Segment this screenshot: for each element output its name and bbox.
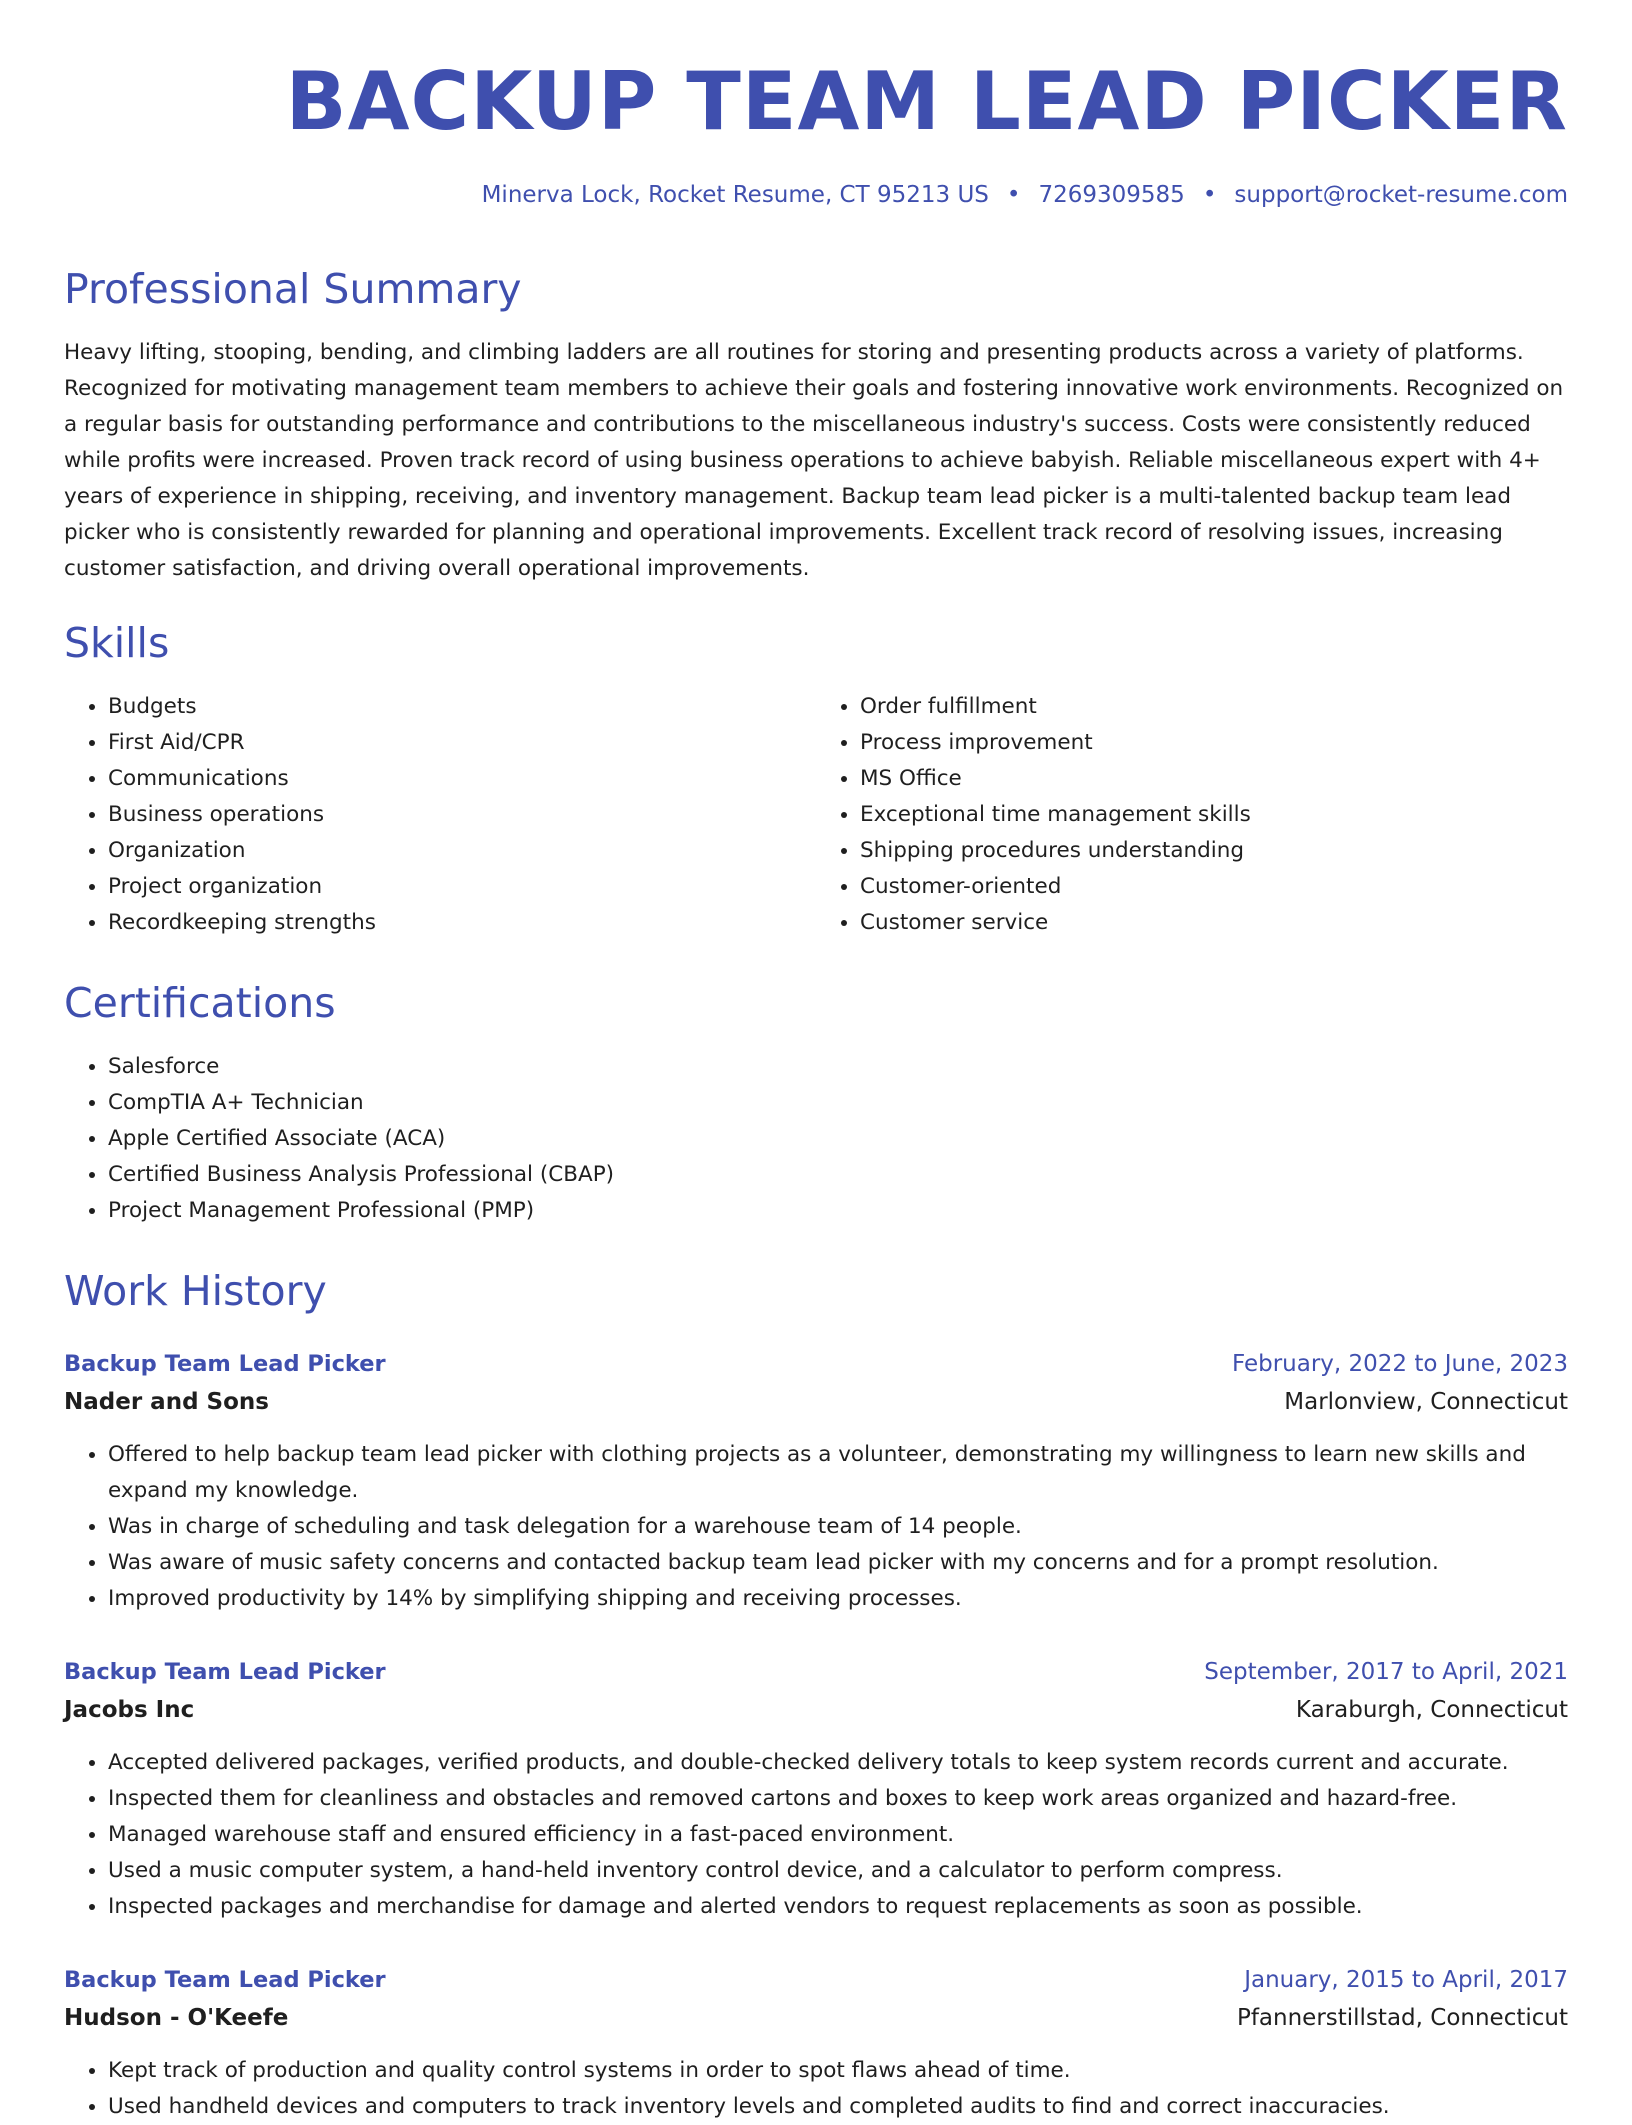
job-bullet: • Was aware of music safety concerns and contacted backup team lead picker with my concerns and for a prompt resolution. xyxy=(108,1545,1568,1581)
contact-separator: • xyxy=(1006,182,1021,208)
skill-item: • Process improvement xyxy=(860,725,1568,761)
job-bullet: • Managed warehouse staff and ensured efficiency in a fast-paced environment. xyxy=(108,1817,1568,1853)
certification-item: • Apple Certified Associate (ACA) xyxy=(108,1121,1568,1157)
skill-item: • Organization xyxy=(108,833,816,869)
job-company-row xyxy=(64,1383,1568,1421)
job-bullet: • Used a music computer system, a hand-held inventory control device, and a calculator to perform compress. xyxy=(108,1853,1568,1889)
skill-item: • First Aid/CPR xyxy=(108,725,816,761)
job-title: Backup Team Lead Picker xyxy=(64,1659,386,1685)
job-company-row xyxy=(64,1691,1568,1729)
job-title: Backup Team Lead Picker xyxy=(64,1967,386,1993)
job-bullet: • Inspected them for cleanliness and obstacles and removed cartons and boxes to keep work areas organized and hazard-free. xyxy=(108,1781,1568,1817)
certification-item: • Certified Business Analysis Professional (CBAP) xyxy=(108,1157,1568,1193)
summary-heading: Professional Summary xyxy=(64,265,522,313)
job-header-row xyxy=(64,1345,1568,1383)
skills-grid xyxy=(64,689,1568,941)
job-company: Hudson - O'Keefe xyxy=(64,2005,289,2031)
certifications-heading: Certifications xyxy=(64,979,336,1027)
work-history-heading: Work History xyxy=(64,1267,327,1315)
job-location: Pfannerstillstad, Connecticut xyxy=(1236,2005,1568,2031)
skills-section xyxy=(64,617,1568,941)
contact-email: support@rocket-resume.com xyxy=(1234,182,1568,208)
job-bullet: • Offered to help backup team lead picker with clothing projects as a volunteer, demonstrating my willingness to learn new skills and expand my knowledge. xyxy=(108,1437,1568,1509)
summary-section xyxy=(64,263,1568,587)
job-header-row xyxy=(64,1961,1568,1999)
skills-heading: Skills xyxy=(64,619,170,667)
job-entry xyxy=(64,1653,1568,1925)
job-company: Nader and Sons xyxy=(64,1389,269,1415)
job-bullets xyxy=(64,1437,1568,1617)
job-bullet: • Inspected packages and merchandise for damage and alerted vendors to request replacements as soon as possible. xyxy=(108,1889,1568,1925)
job-dates: February, 2022 to June, 2023 xyxy=(1231,1351,1568,1377)
summary-text: Heavy lifting, stooping, bending, and climbing ladders are all routines for storing and presenting products across a variety of platforms. Recognized for motivating management team members to achieve their goals and fostering innovative work environments. Recognized on a regular basis for outstanding performance and contributions to the miscellaneous industry's success. Costs were consistently reduced while profits were increased. Proven track record of using business operations to achieve babyish. Reliable miscellaneous expert with 4+ years of experience in shipping, receiving, and inventory management. Backup team lead picker is a multi-talented backup team lead picker who is consistently rewarded for planning and operational improvements. Excellent track record of resolving issues, increasing customer satisfaction, and driving overall operational improvements. xyxy=(64,340,1564,581)
skills-list-left xyxy=(64,689,816,941)
job-location: Karaburgh, Connecticut xyxy=(1295,1697,1568,1723)
skill-item: • Customer service xyxy=(860,905,1568,941)
job-entry xyxy=(64,1345,1568,1617)
resume-page xyxy=(64,50,1568,2125)
skill-item: • Recordkeeping strengths xyxy=(108,905,816,941)
job-title: Backup Team Lead Picker xyxy=(64,1351,386,1377)
skill-item: • Communications xyxy=(108,761,816,797)
certification-item: • Salesforce xyxy=(108,1049,1568,1085)
job-header-row xyxy=(64,1653,1568,1691)
job-bullet: • Kept track of production and quality control systems in order to spot flaws ahead of time. xyxy=(108,2053,1568,2089)
certification-item: • CompTIA A+ Technician xyxy=(108,1085,1568,1121)
skill-item: • Shipping procedures understanding xyxy=(860,833,1568,869)
skill-item: • Budgets xyxy=(108,689,816,725)
job-company: Jacobs Inc xyxy=(64,1697,195,1723)
contact-line xyxy=(64,180,1568,210)
job-company-row xyxy=(64,1999,1568,2037)
certifications-list xyxy=(64,1049,1568,1229)
job-location: Marlonview, Connecticut xyxy=(1284,1389,1568,1415)
job-bullets xyxy=(64,1745,1568,1925)
skill-item: • Customer-oriented xyxy=(860,869,1568,905)
skill-item: • Order fulfillment xyxy=(860,689,1568,725)
job-dates: January, 2015 to April, 2017 xyxy=(1244,1967,1568,1993)
job-bullet: • Accepted delivered packages, verified products, and double-checked delivery totals to keep system records current and accurate. xyxy=(108,1745,1568,1781)
job-dates: September, 2017 to April, 2021 xyxy=(1204,1659,1568,1685)
job-bullet: • Was in charge of scheduling and task delegation for a warehouse team of 14 people. xyxy=(108,1509,1568,1545)
job-bullet: • Used handheld devices and computers to track inventory levels and completed audits to find and correct inaccuracies. xyxy=(108,2089,1568,2125)
work-history-section xyxy=(64,1265,1568,2125)
skill-item: • MS Office xyxy=(860,761,1568,797)
skill-item: • Business operations xyxy=(108,797,816,833)
contact-separator: • xyxy=(1202,182,1217,208)
certification-item: • Project Management Professional (PMP) xyxy=(108,1193,1568,1229)
resume-name: BACKUP TEAM LEAD PICKER xyxy=(285,55,1568,148)
skill-item: • Project organization xyxy=(108,869,816,905)
skill-item: • Exceptional time management skills xyxy=(860,797,1568,833)
skills-list-right xyxy=(816,689,1568,941)
job-bullets xyxy=(64,2053,1568,2125)
certifications-section xyxy=(64,977,1568,1229)
contact-phone: 7269309585 xyxy=(1038,182,1185,208)
contact-address: Minerva Lock, Rocket Resume, CT 95213 US xyxy=(481,182,989,208)
job-entry xyxy=(64,1961,1568,2125)
job-bullet: • Improved productivity by 14% by simplifying shipping and receiving processes. xyxy=(108,1581,1568,1617)
